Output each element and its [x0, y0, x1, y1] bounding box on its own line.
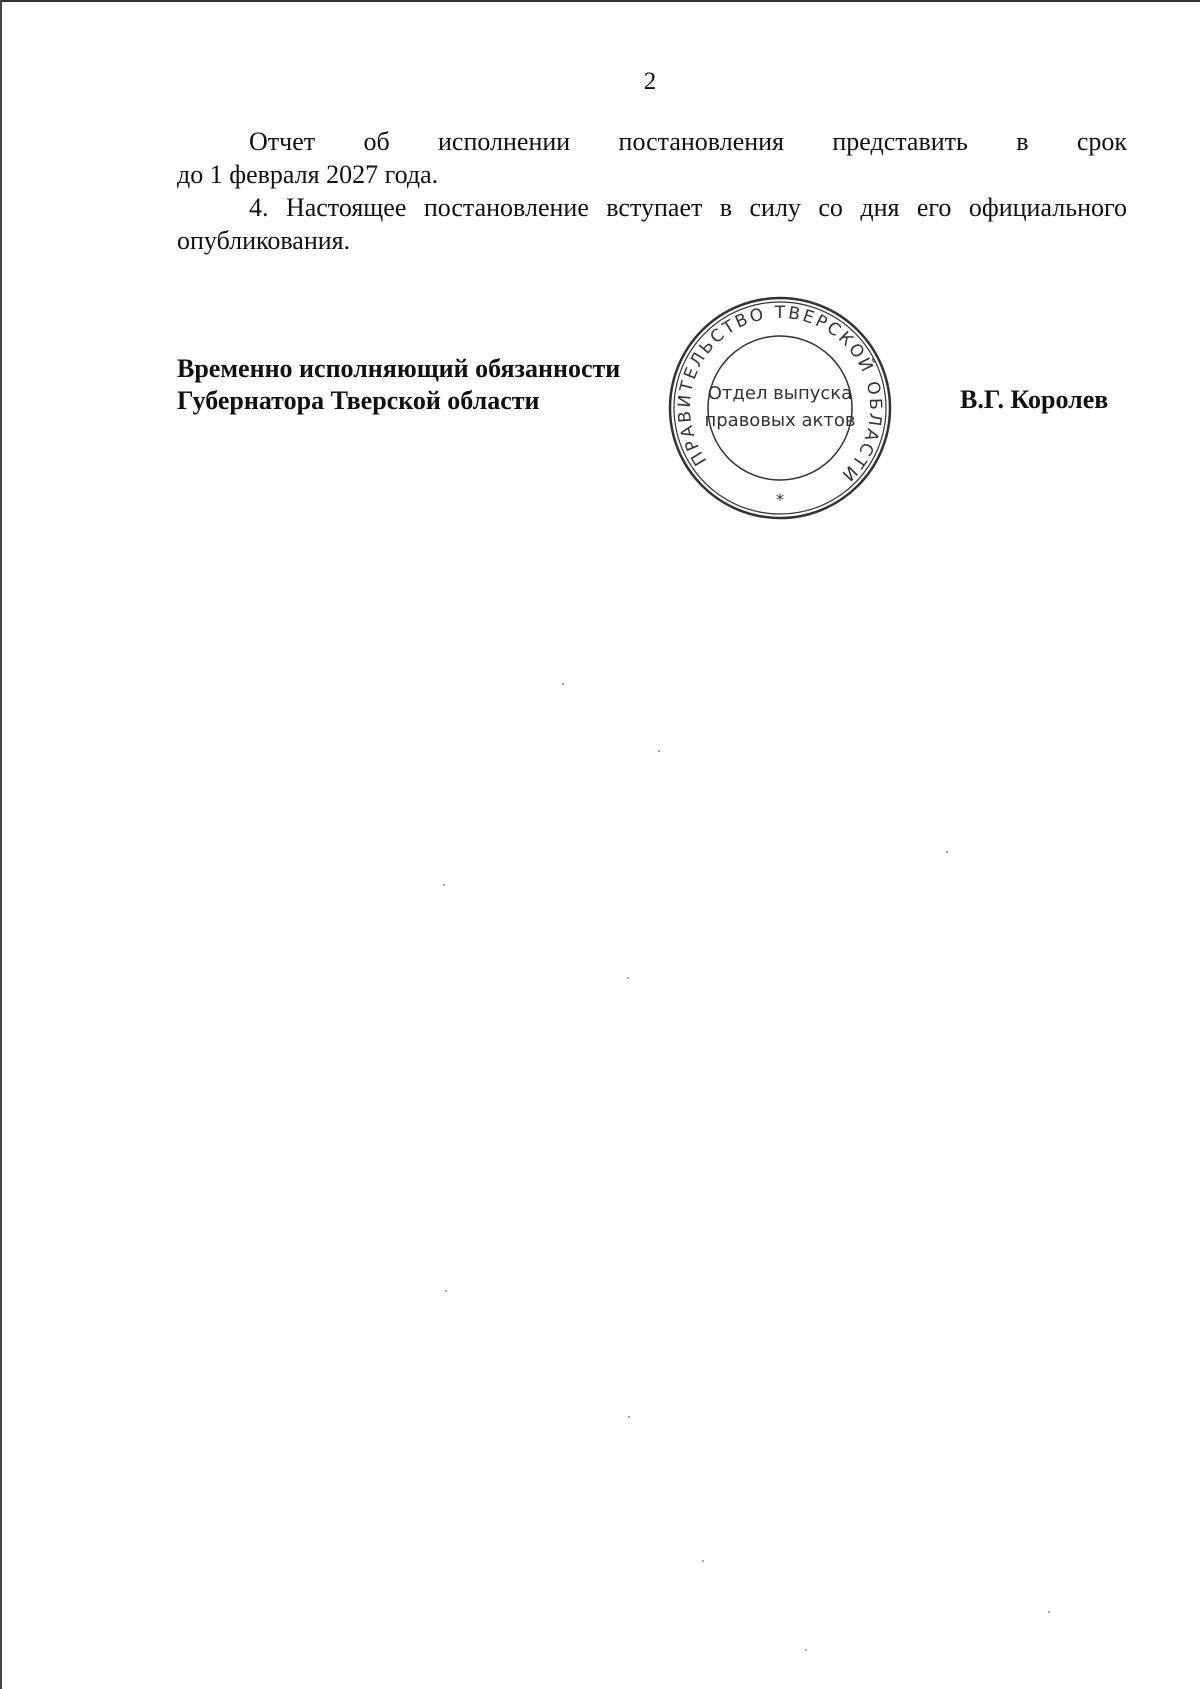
page-number: 2: [643, 68, 657, 95]
stamp-ring-text: ПРАВИТЕЛЬСТВО ТВЕРСКОЙ ОБЛАСТИ: [674, 302, 886, 487]
scan-speck: [658, 750, 660, 752]
stamp-center-line1: Отдел выпуска: [707, 383, 853, 404]
scan-speck: [805, 1649, 807, 1651]
stamp-outer-ring: [670, 298, 890, 518]
word: в: [1016, 127, 1029, 156]
signer-title-line2: Губернатора Тверской области: [177, 386, 540, 415]
signer-name: В.Г. Королев: [960, 385, 1109, 414]
word: Отчет: [249, 127, 316, 156]
scan-top-edge: [0, 0, 1200, 2]
report-paragraph: [177, 125, 1127, 191]
scan-speck: [627, 977, 629, 979]
report-paragraph-line2: до 1 февраля 2027 года.: [177, 160, 439, 189]
official-stamp: [668, 295, 892, 521]
word: представить: [832, 127, 968, 156]
signer-title-line1: Временно исполняющий обязанности: [177, 354, 621, 383]
word: об: [363, 127, 390, 156]
scan-speck: [628, 1416, 630, 1418]
word: исполнении: [438, 127, 571, 156]
stamp-center-line2: правовых актов: [704, 410, 856, 431]
word: срок: [1076, 127, 1127, 156]
word: постановления: [618, 127, 785, 156]
scan-speck: [1048, 1611, 1050, 1613]
signer-title: [177, 353, 620, 417]
scan-speck: [445, 1290, 447, 1292]
scan-left-edge: [0, 0, 2, 1689]
scan-speck: [946, 851, 948, 853]
report-paragraph-line1: [177, 125, 1127, 158]
stamp-inner-ring: [708, 336, 852, 480]
scan-speck: [562, 683, 564, 685]
scan-speck: [443, 884, 445, 886]
item-4-paragraph: 4. Настоящее постановление вступает в силу со дня его официального опубликования.: [177, 193, 1127, 255]
scan-speck: [702, 1560, 704, 1562]
stamp-star: *: [776, 490, 784, 509]
